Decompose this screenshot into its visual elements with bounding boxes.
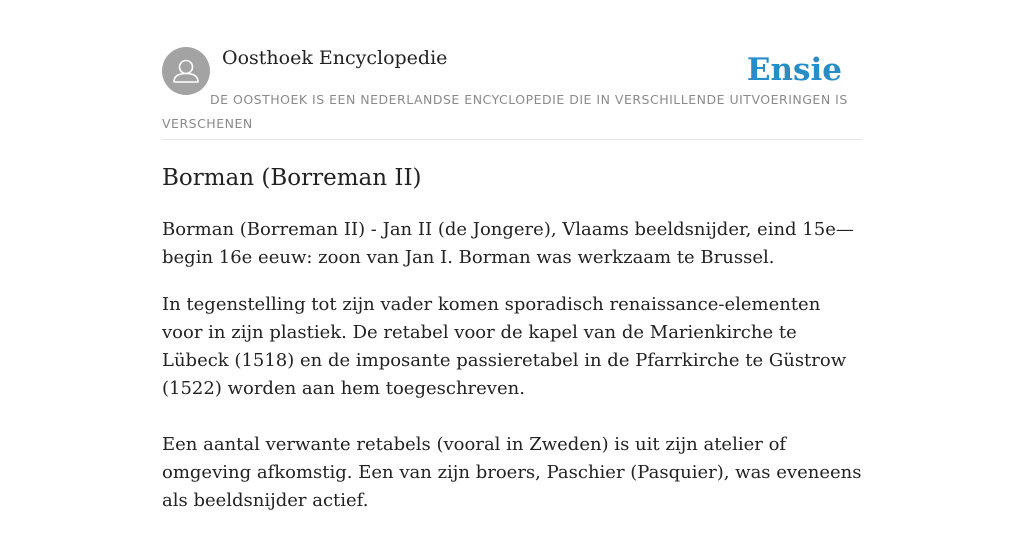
article-title: Borman (Borreman II) [162,165,422,191]
brand-logo[interactable]: Ensie [746,52,842,88]
page-container [162,0,862,511]
site-description: DE OOSTHOEK IS EEN NEDERLANDSE ENCYCLOPEDIE DIE IN VERSCHILLENDE UITVOERINGEN IS VERSCHENEN [162,92,848,131]
article-paragraph: Borman (Borreman II) - Jan II (de Jongere), Vlaams beeldsnijder, eind 15e—begin 16e eeuw: zoon van Jan I. Borman was werkzaam te Brussel. [162,219,854,268]
article-body [162,216,862,534]
article-paragraph: Een aantal verwante retabels (vooral in Zweden) is uit zijn atelier of omgeving afkomstig. Een van zijn broers, Paschier (Pasquier), was eveneens als beeldsnijder actief. [162,434,862,511]
article-paragraph: In tegenstelling tot zijn vader komen sporadisch renaissance-elementen voor in zijn plastiek. De retabel voor de kapel van de Marienkirche te Lübeck (1518) en de imposante passieretabel in de Pfarrkirche te Güstrow (1522) worden aan hem toegeschreven. [162,294,847,399]
site-name-link[interactable]: Oosthoek Encyclopedie [222,47,448,69]
site-header [162,0,862,140]
